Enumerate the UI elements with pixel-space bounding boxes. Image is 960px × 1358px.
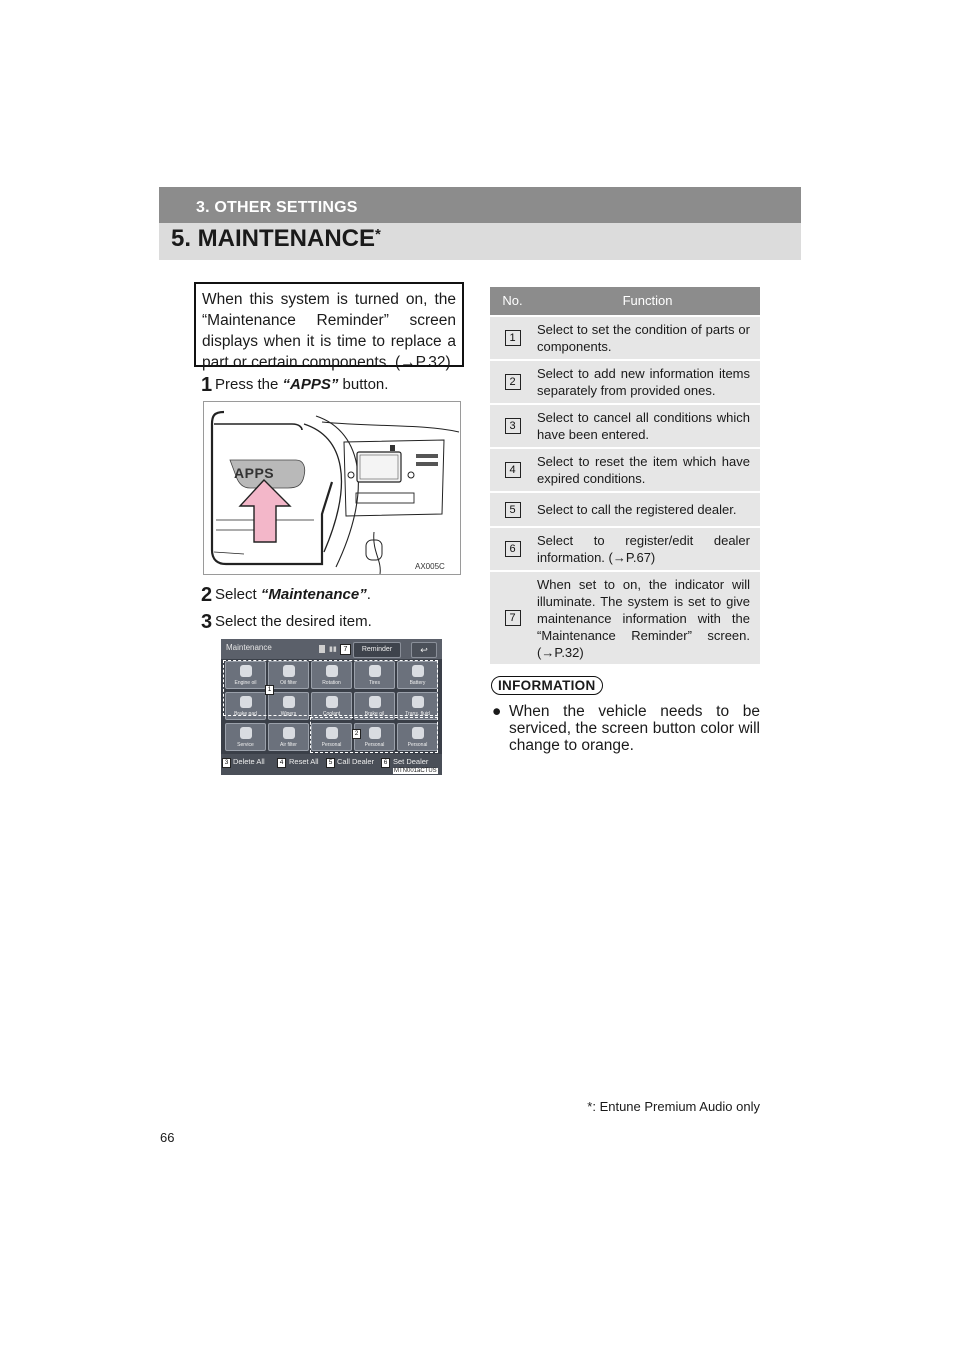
page-number: 66	[160, 1130, 175, 1145]
tile-label: Wipers	[280, 711, 297, 717]
tile-label: Service	[237, 742, 254, 748]
table-row	[490, 359, 760, 403]
row-function: Select to reset the item which have expired conditions.	[537, 454, 750, 486]
information-text	[492, 703, 760, 754]
tile-label: Oil filter	[280, 680, 297, 686]
callout-3: 3	[222, 758, 231, 768]
row-number: 6	[505, 541, 521, 557]
section-label: 3. OTHER SETTINGS	[196, 199, 358, 216]
tile-label: Air filter	[280, 742, 297, 748]
delete-all-button: Delete All	[233, 757, 265, 766]
tile-label: Engine oil	[234, 680, 257, 686]
step-1	[201, 375, 388, 395]
step-text-end: .	[366, 586, 371, 603]
callout-frame-2	[310, 717, 438, 753]
tile-label: Personal	[321, 742, 342, 748]
row-number: 2	[505, 374, 521, 390]
step-number: 2	[201, 584, 213, 606]
row-number: 5	[505, 502, 521, 518]
back-icon: ↩	[411, 642, 437, 658]
row-number: 1	[505, 330, 521, 346]
tile-label: Brake pad	[234, 711, 257, 717]
step-keyword: “APPS”	[282, 376, 339, 393]
table-row	[490, 447, 760, 491]
callout-2: 2	[352, 729, 361, 739]
page-title-text: 5. MAINTENANCE	[171, 225, 376, 252]
header-no: No.	[502, 293, 523, 308]
tile-label: Coolant	[322, 711, 341, 717]
callout-frame-1	[223, 660, 438, 716]
maintenance-tile	[268, 723, 309, 751]
step-number: 1	[201, 374, 213, 396]
callout-1: 1	[265, 685, 274, 695]
table-header	[490, 287, 760, 315]
apps-button: APPS	[234, 465, 275, 481]
row-function: Select to add new information items separately from provided ones.	[537, 366, 750, 398]
intro-box: When this system is turned on, the “Maintenance Reminder” screen displays when it is time to replace a part or certain components. (→P.32)	[194, 282, 464, 367]
callout-6: 6	[381, 758, 390, 768]
step-text: Press the	[215, 376, 283, 393]
table-row	[490, 570, 760, 664]
reset-all-button: Reset All	[289, 757, 319, 766]
screen-title: Maintenance	[226, 643, 272, 652]
header-function: Function	[622, 293, 673, 308]
bullet-icon: ●	[492, 703, 502, 720]
set-dealer-button: Set Dealer	[393, 757, 429, 766]
table-row	[490, 491, 760, 526]
row-number: 3	[505, 418, 521, 434]
step-text: Select	[215, 586, 261, 603]
dashboard-drawing	[204, 402, 460, 574]
row-function: Select to cancel all conditions which have been entered.	[537, 410, 750, 442]
figure-code: AX005C	[415, 562, 445, 571]
call-dealer-button: Call Dealer	[337, 757, 375, 766]
antenna-icon: ▮▮	[329, 646, 337, 653]
function-table	[490, 287, 760, 664]
information-badge: INFORMATION	[491, 676, 603, 695]
callout-4: 4	[277, 758, 286, 768]
tile-label: Brake oil	[364, 711, 385, 717]
title-footnote-mark: *	[375, 226, 381, 243]
callout-7: 7	[340, 644, 351, 655]
step-number: 3	[201, 611, 213, 633]
maintenance-tile	[225, 723, 266, 751]
tile-icon	[240, 727, 252, 739]
tile-label: Trans. fluid	[405, 711, 430, 717]
footnote: *: Entune Premium Audio only	[587, 1099, 760, 1114]
tile-label: Tires	[369, 680, 380, 686]
row-function: When set to on, the indicator will illuminate. The system is set to give maintenance information with the “Maintenance Reminder” screen. (→P.32)	[537, 576, 750, 660]
figure-code: MTN001aCTUS	[394, 768, 437, 774]
step-keyword: “Maintenance”	[260, 586, 367, 603]
maintenance-screen	[221, 639, 442, 775]
table-row	[490, 526, 760, 570]
row-number: 4	[505, 462, 521, 478]
step-text-end: button.	[338, 376, 389, 393]
row-function: Select to register/edit dealer information. (→P.67)	[537, 533, 750, 565]
reminder-button: Reminder	[353, 642, 401, 658]
tile-label: Battery	[409, 680, 426, 686]
dashboard-illustration	[203, 401, 461, 575]
step-2	[201, 585, 371, 605]
tile-label: Personal	[407, 742, 428, 748]
page-title	[171, 225, 381, 253]
step-3	[201, 612, 372, 632]
callout-5: 5	[326, 758, 335, 768]
information-body: When the vehicle needs to be serviced, the screen button color will change to orange.	[509, 703, 760, 754]
tile-label: Personal	[364, 742, 385, 748]
row-number: 7	[505, 610, 521, 626]
signal-icon	[319, 645, 325, 653]
tile-icon	[283, 727, 295, 739]
tile-label: Rotation	[322, 680, 341, 686]
step-text: Select the desired item.	[215, 613, 372, 630]
table-row	[490, 403, 760, 447]
row-function: Select to call the registered dealer.	[537, 502, 737, 517]
row-function: Select to set the condition of parts or components.	[537, 322, 750, 354]
table-row	[490, 315, 760, 359]
